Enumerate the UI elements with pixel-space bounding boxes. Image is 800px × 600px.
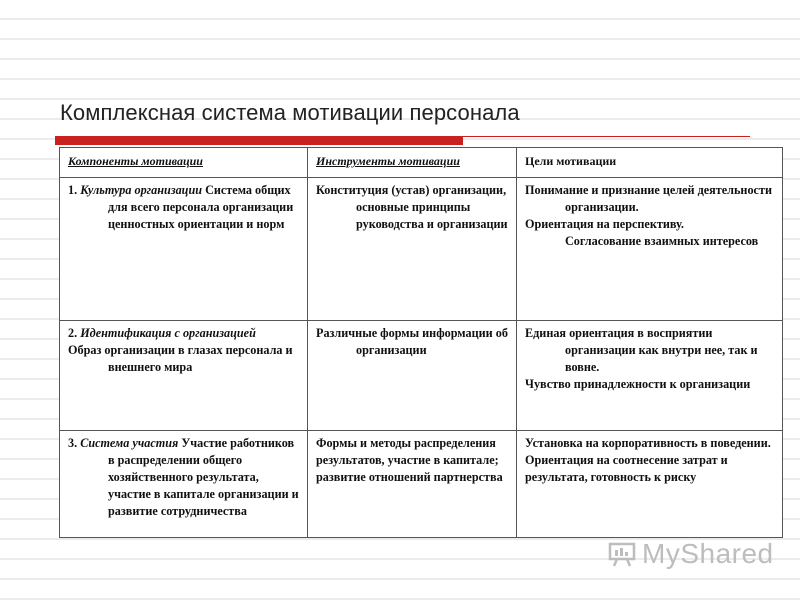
component-description: Образ организации в глазах персонала и внешнего мира [68,343,293,374]
watermark-text: MyShared [642,538,774,569]
component-lead: Культура организации [80,183,203,197]
instruments-cell [308,178,517,321]
goal-item: Согласование взаимных интересов [565,234,759,248]
motivation-table [59,147,783,538]
goals-cell [517,431,783,538]
component-number: 1. [68,183,81,197]
table-row [60,178,783,321]
slide-title: Комплексная система мотивации персонала [60,100,520,125]
title-accent-bar [55,136,463,145]
instruments-text: Формы и методы распределения результатов, участие в капитале; развитие отношений партнерства [316,436,503,484]
goals-cell [517,178,783,321]
table-row [60,321,783,431]
component-lead: Система участия [80,436,179,450]
watermark [608,538,774,570]
column-header-instruments: Инструменты мотивации [308,148,517,178]
instruments-cell [308,431,517,538]
presentation-board-icon [608,541,636,567]
goal-item: Установка на корпоративность в поведении. [525,436,771,450]
goal-item: Понимание и признание целей деятельности организации. [525,183,772,214]
component-cell [60,178,308,321]
component-lead: Идентификация с организацией [80,326,256,340]
instruments-text: Различные формы информации об организации [316,326,508,357]
goals-cell [517,321,783,431]
table-row [60,431,783,538]
component-description: Участие работников в распределении общего хозяйственного результата, участие в капитале организации и развитие сотрудничества [108,436,299,518]
component-number: 3. [68,436,81,450]
column-header-components: Компоненты мотивации [60,148,308,178]
instruments-text: Конституция (устав) организации, основные принципы руководства и организации [316,183,508,231]
component-cell [60,431,308,538]
goal-item: Ориентация на соотнесение затрат и результата, готовность к риску [525,453,728,484]
goal-item: Чувство принадлежности к организации [525,377,751,391]
column-header-goals: Цели мотивации [517,148,783,178]
component-description: Система общих для всего персонала организации ценностных ориентации и норм [108,183,294,231]
goal-item: Единая ориентация в восприятии организации как внутри нее, так и вовне. [525,326,758,374]
instruments-cell [308,321,517,431]
goal-item: Ориентация на перспективу. [525,217,684,231]
table-header-row [60,148,783,178]
component-number: 2. [68,326,81,340]
component-cell [60,321,308,431]
